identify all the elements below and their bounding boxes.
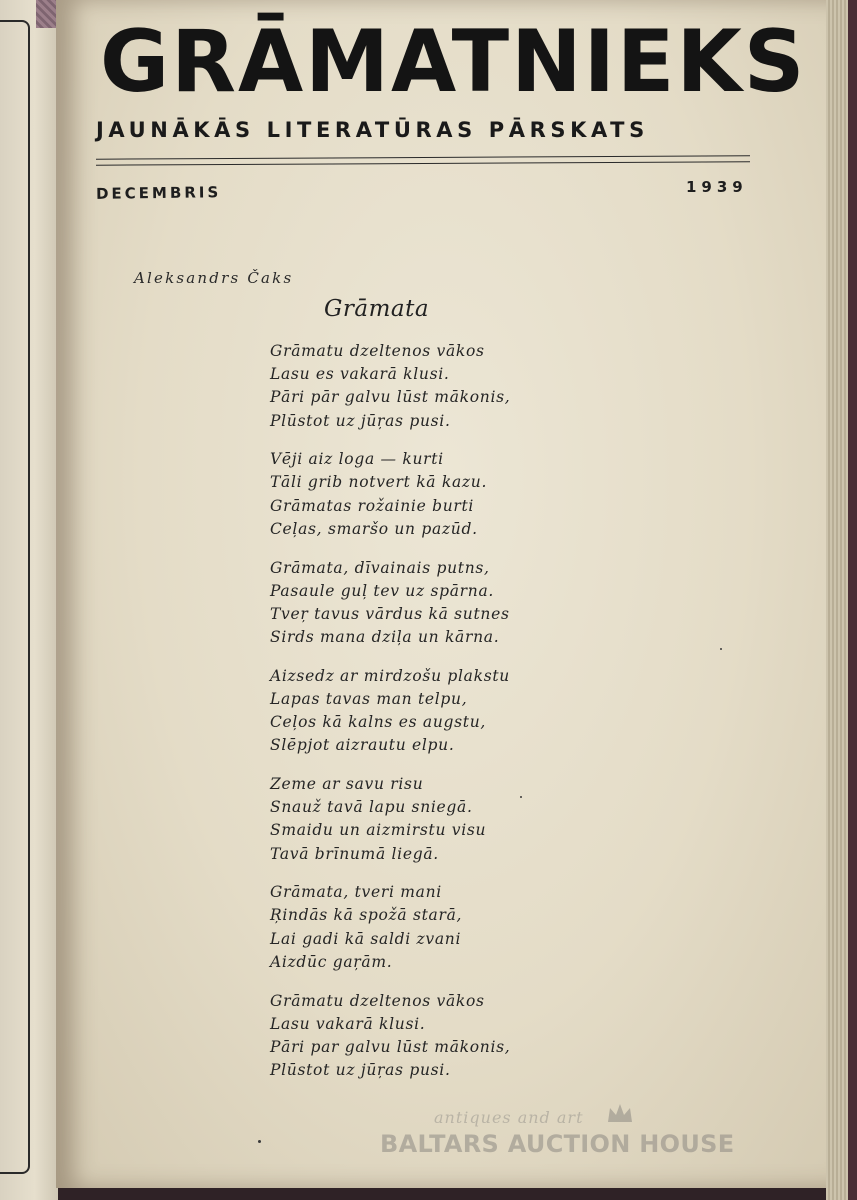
poem-line: Pasaule guļ tev uz spārna.: [270, 581, 495, 600]
poem-line: Tavā brīnumā liegā.: [270, 844, 439, 863]
poem-line: Pāri par galvu lūst mākonis,: [270, 1037, 511, 1056]
ink-speck: [258, 1140, 261, 1143]
auction-watermark: [380, 1108, 780, 1178]
poem-body: [270, 340, 600, 1098]
poem-line: Slēpjot aizrautu elpu.: [270, 736, 455, 755]
poem-line: Vēji aiz loga — kurti: [270, 450, 444, 469]
watermark-name: BALTARS AUCTION HOUSE: [380, 1130, 735, 1158]
ink-speck: [720, 648, 722, 650]
crown-icon: [605, 1100, 635, 1130]
poem-line: Lapas tavas man telpu,: [270, 689, 468, 708]
poem-author: Aleksandrs Čaks: [134, 269, 294, 287]
left-page-edge: [0, 0, 58, 1200]
poem-line: Tāli grib notvert kā kazu.: [270, 473, 488, 492]
stanza: [270, 773, 600, 866]
poem-line: Grāmatu dzeltenos vākos: [270, 991, 485, 1010]
stanza: [270, 665, 600, 758]
ink-speck: [520, 796, 522, 798]
poem-line: Grāmata, dīvainais putns,: [270, 558, 490, 577]
watermark-tagline: antiques and art: [434, 1108, 584, 1127]
poem-line: Tveŗ tavus vārdus kā sutnes: [270, 604, 510, 623]
poem-line: Aizdūc gaŗām.: [270, 952, 393, 971]
poem-line: Lai gadi kā saldi zvani: [270, 929, 462, 948]
poem-line: Plūstot uz jūŗas pusi.: [270, 411, 451, 430]
magazine-title: GRĀMATNIEKS: [100, 12, 807, 112]
poem-line: Snauž tavā lapu sniegā.: [270, 798, 473, 817]
poem-title: Grāmata: [324, 296, 430, 322]
left-page-frame: [0, 20, 30, 1174]
stanza: [270, 448, 600, 541]
poem-line: Ceļas, smaršo un pazūd.: [270, 519, 478, 538]
stanza: [270, 340, 600, 433]
poem-line: Aizsedz ar mirdzošu plakstu: [270, 666, 510, 685]
magazine-subtitle: JAUNĀKĀS LITERATŪRAS PĀRSKATS: [96, 118, 649, 142]
poem-line: Smaidu un aizmirstu visu: [270, 821, 487, 840]
poem-line: Plūstot uz jūŗas pusi.: [270, 1061, 451, 1080]
issue-month: DECEMBRIS: [95, 183, 222, 203]
issue-year: 1939: [686, 178, 748, 196]
poem-line: Ŗindās kā spožā starā,: [270, 906, 463, 925]
poem-line: Grāmatu dzeltenos vākos: [270, 342, 485, 360]
stanza: [270, 990, 600, 1083]
book-cover-edge: [848, 0, 857, 1200]
poem-line: Lasu es vakarā klusi.: [270, 365, 450, 384]
poem-line: Ceļos kā kalns es augstu,: [270, 713, 487, 732]
poem-line: Grāmata, tveri mani: [270, 883, 442, 902]
stanza: [270, 557, 600, 650]
stanza: [270, 881, 600, 974]
poem-line: Pāri pār galvu lūst mākonis,: [270, 388, 511, 407]
poem-line: Grāmatas rožainie burti: [270, 496, 475, 515]
poem-line: Lasu vakarā klusi.: [270, 1014, 426, 1033]
poem-line: Zeme ar savu risu: [270, 775, 424, 793]
poem-line: Sirds mana dziļa un kārna.: [270, 628, 500, 647]
